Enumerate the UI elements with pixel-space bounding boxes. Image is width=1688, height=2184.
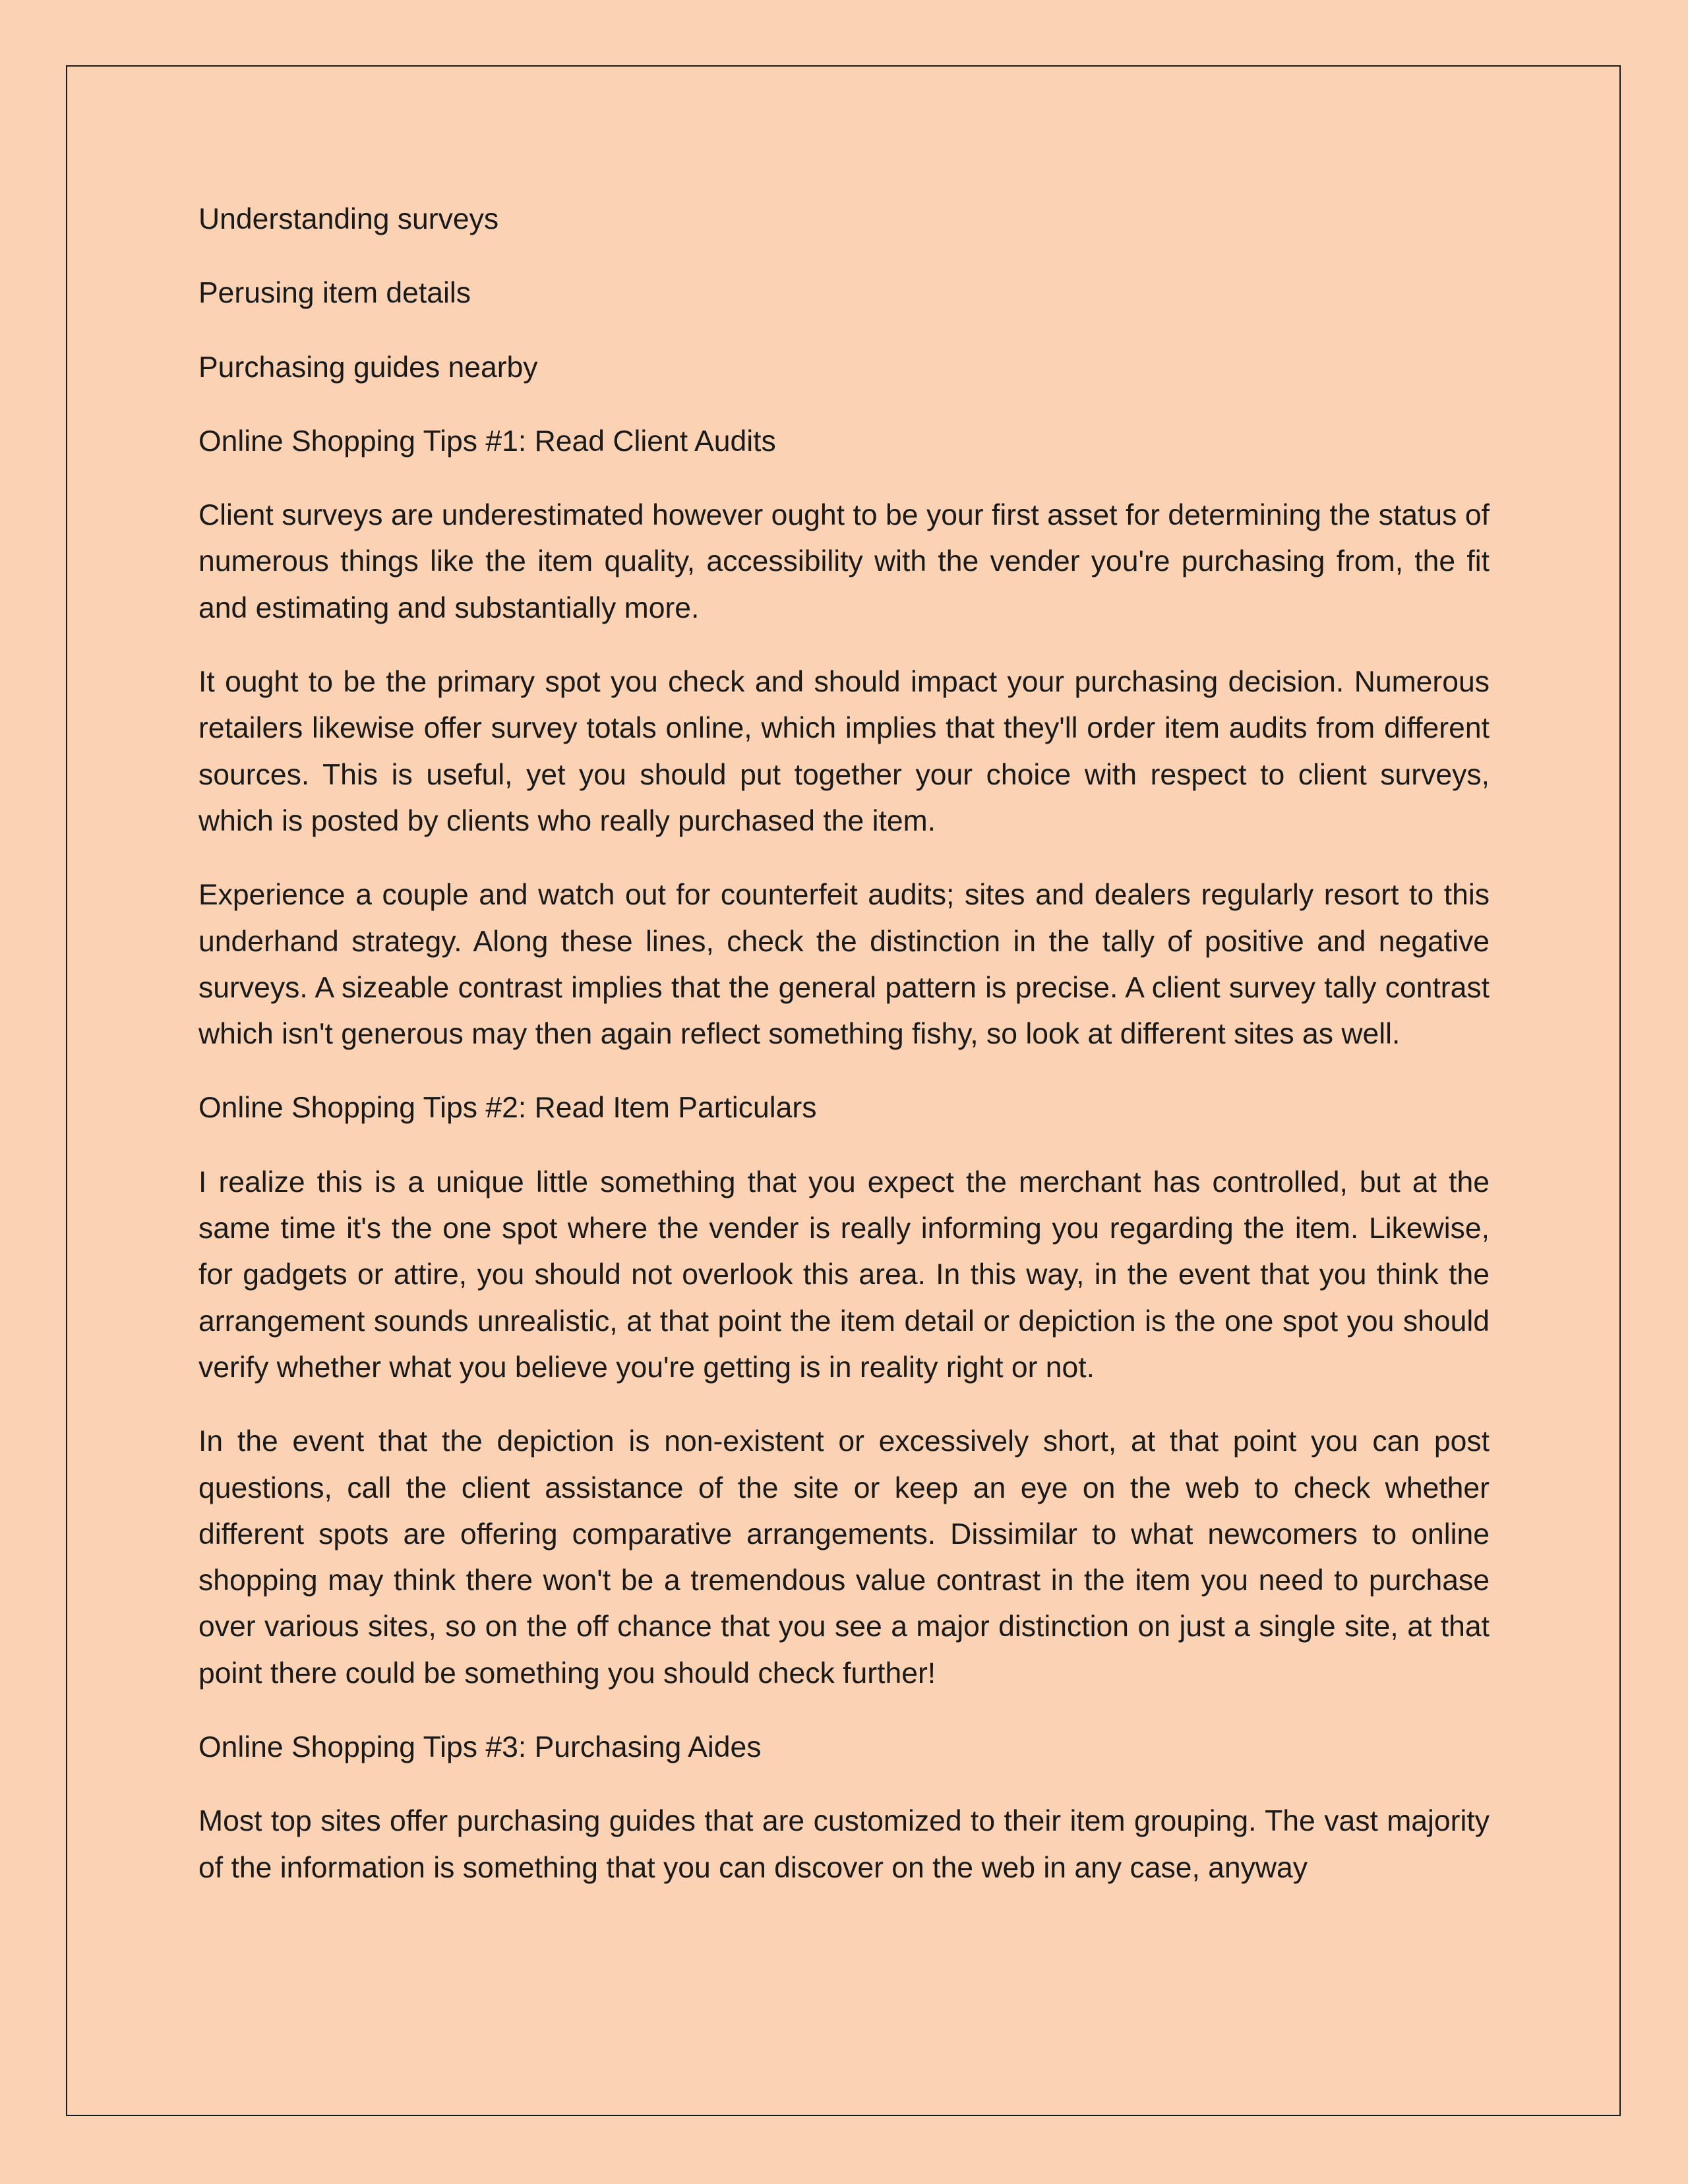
paragraph: Experience a couple and watch out for counterfeit audits; sites and dealers regularly resort to this underhand strategy. Along these lines, check the distinction in the tally of positive and negative surveys. A sizeable contrast implies that the general pattern is precise. A client survey tally contrast which isn't generous may then again reflect something fishy, so look at different sites as well. bbox=[198, 879, 1490, 1051]
paragraph: Client surveys are underestimated however ought to be your first asset for determining the status of numerous things like the item quality, accessibility with the vender you're purchasing from, the fit and estimating and substantially more. bbox=[198, 499, 1490, 624]
document-body bbox=[198, 196, 1490, 1919]
paragraph: It ought to be the primary spot you check and should impact your purchasing decision. Numerous retailers likewise offer survey totals online, which implies that they'll order item audits from different sources. This is useful, yet you should put together your choice with respect to client surveys, which is posted by clients who really purchased the item. bbox=[198, 666, 1490, 837]
paragraph: Most top sites offer purchasing guides that are customized to their item grouping. The vast majority of the information is something that you can discover on the web in any case, anyway bbox=[198, 1805, 1490, 1884]
paragraph: In the event that the depiction is non-existent or excessively short, at that point you can post questions, call the client assistance of the site or keep an eye on the web to check whether different spots are offering comparative arrangements. Dissimilar to what newcomers to online shopping may think there won't be a tremendous value contrast in the item you need to purchase over various sites, so on the off chance that you see a major distinction on just a single site, at that point there could be something you should check further! bbox=[198, 1425, 1490, 1690]
topic-line: Purchasing guides nearby bbox=[198, 351, 538, 384]
paragraph: I realize this is a unique little something that you expect the merchant has controlled, but at the same time it's the one spot where the vender is really informing you regarding the item. Likewise, for gadgets or attire, you should not overlook this area. In this way, in the event that you think the arrangement sounds unrealistic, at that point the item detail or depiction is the one spot you should verify whether what you believe you're getting is in reality right or not. bbox=[198, 1166, 1490, 1384]
topic-line: Perusing item details bbox=[198, 277, 471, 310]
section-heading: Online Shopping Tips #2: Read Item Particulars bbox=[198, 1092, 817, 1125]
section-heading: Online Shopping Tips #1: Read Client Audits bbox=[198, 425, 776, 457]
section-heading: Online Shopping Tips #3: Purchasing Aides bbox=[198, 1731, 762, 1764]
topic-line: Understanding surveys bbox=[198, 203, 499, 235]
